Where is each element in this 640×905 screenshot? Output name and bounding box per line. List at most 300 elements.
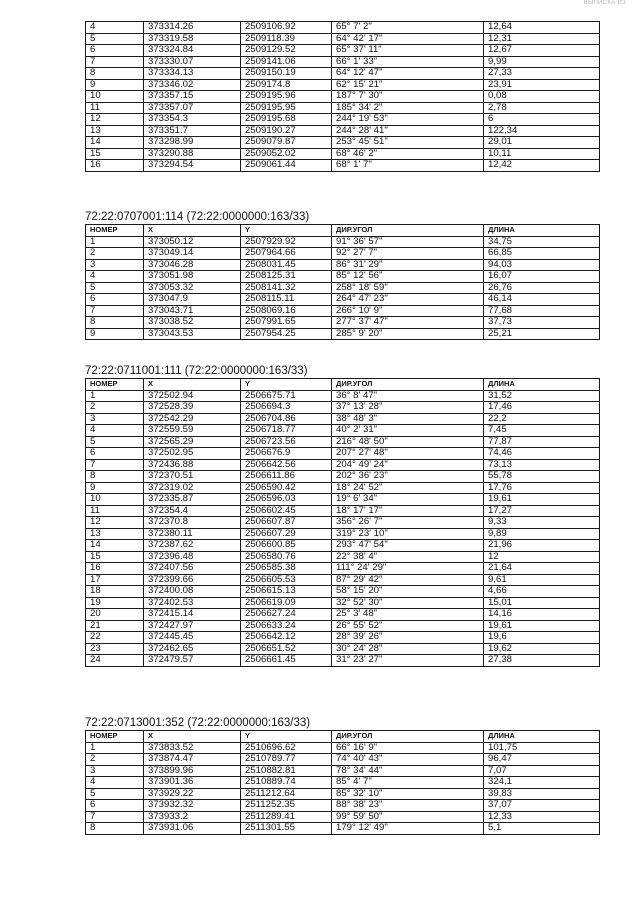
table-row xyxy=(86,102,600,114)
column-header: НОМЕР xyxy=(86,225,144,237)
table-cell: 17 xyxy=(86,574,144,586)
table-cell: 7,45 xyxy=(484,425,600,437)
table-row xyxy=(86,517,600,529)
table-cell: 2509052.02 xyxy=(241,148,332,160)
table-cell: 2507954.25 xyxy=(241,328,332,340)
table-cell: 78° 34' 44" xyxy=(332,765,484,777)
parcel-caption: 72:22:0707001:114 (72:22:0000000:163/33) xyxy=(85,211,310,223)
table-cell: 101,75 xyxy=(484,742,600,754)
table-cell: 77,68 xyxy=(484,305,600,317)
table-cell: 2506619.09 xyxy=(241,597,332,609)
table-cell: 372399.66 xyxy=(144,574,241,586)
table-row xyxy=(86,45,600,57)
table-cell: 2510889.74 xyxy=(241,777,332,789)
column-header: X xyxy=(144,225,241,237)
table-cell: 12,42 xyxy=(484,160,600,172)
table-cell: 187° 7' 30" xyxy=(332,91,484,103)
table-row xyxy=(86,742,600,754)
table-cell: 8 xyxy=(86,68,144,80)
table-cell: 372370.8 xyxy=(144,517,241,529)
table-cell: 319° 23' 10" xyxy=(332,528,484,540)
table-row xyxy=(86,482,600,494)
table-cell: 373046.28 xyxy=(144,259,241,271)
table-cell: 17,46 xyxy=(484,402,600,414)
table-row xyxy=(86,236,600,248)
table-cell: 2506596.03 xyxy=(241,494,332,506)
table-cell: 31,52 xyxy=(484,390,600,402)
table-cell: 372380.11 xyxy=(144,528,241,540)
table-cell: 7 xyxy=(86,305,144,317)
table-cell: 22,2 xyxy=(484,413,600,425)
table-cell: 88° 38' 23" xyxy=(332,800,484,812)
table-row xyxy=(86,160,600,172)
table-cell: 372415.14 xyxy=(144,609,241,621)
table-cell: 2506590.42 xyxy=(241,482,332,494)
table-row xyxy=(86,248,600,260)
table-cell: 2506585.38 xyxy=(241,563,332,575)
table-cell: 204° 49' 24" xyxy=(332,459,484,471)
table-row xyxy=(86,620,600,632)
table-cell: 2507964.66 xyxy=(241,248,332,260)
coordinates-table xyxy=(85,730,600,835)
table-cell: 373351.7 xyxy=(144,125,241,137)
table-cell: 207° 27' 48" xyxy=(332,448,484,460)
table-cell: 3 xyxy=(86,259,144,271)
table-cell: 9 xyxy=(86,79,144,91)
table-cell: 2506633.24 xyxy=(241,620,332,632)
table-cell: 373357.15 xyxy=(144,91,241,103)
table-cell: 12,67 xyxy=(484,45,600,57)
table-row xyxy=(86,505,600,517)
table-cell: 66,85 xyxy=(484,248,600,260)
table-row xyxy=(86,597,600,609)
table-cell: 62° 15' 21" xyxy=(332,79,484,91)
table-cell: 373047.9 xyxy=(144,294,241,306)
table-row xyxy=(86,22,600,34)
table-row xyxy=(86,643,600,655)
column-header: X xyxy=(144,731,241,743)
table-row xyxy=(86,765,600,777)
table-cell: 2 xyxy=(86,248,144,260)
table-cell: 2506580.76 xyxy=(241,551,332,563)
table-cell: 58° 15' 20" xyxy=(332,586,484,598)
table-row xyxy=(86,811,600,823)
table-cell: 3 xyxy=(86,413,144,425)
table-cell: 19,6 xyxy=(484,632,600,644)
table-cell: 68° 1' 7" xyxy=(332,160,484,172)
table-cell: 34,75 xyxy=(484,236,600,248)
table-cell: 373833.52 xyxy=(144,742,241,754)
table-cell: 1 xyxy=(86,742,144,754)
table-cell: 10,11 xyxy=(484,148,600,160)
table-cell: 23,91 xyxy=(484,79,600,91)
table-cell: 19° 6' 34" xyxy=(332,494,484,506)
table-cell: 372436.88 xyxy=(144,459,241,471)
table-row xyxy=(86,528,600,540)
table-cell: 10 xyxy=(86,494,144,506)
column-header: ДЛИНА xyxy=(484,731,600,743)
table-cell: 32° 52' 30" xyxy=(332,597,484,609)
table-cell: 216° 48' 50" xyxy=(332,436,484,448)
table-cell: 36° 8' 47" xyxy=(332,390,484,402)
parcel-caption: 72:22:0711001:111 (72:22:0000000:163/33) xyxy=(85,365,308,377)
table-cell: 277° 37' 47" xyxy=(332,317,484,329)
table-cell: 2506605.53 xyxy=(241,574,332,586)
column-header: Y xyxy=(241,379,332,391)
table-cell: 39,83 xyxy=(484,788,600,800)
table-row xyxy=(86,294,600,306)
table-cell: 2507991.65 xyxy=(241,317,332,329)
table-cell: 2 xyxy=(86,754,144,766)
table-cell: 8 xyxy=(86,823,144,835)
table-cell: 264° 47' 23" xyxy=(332,294,484,306)
table-cell: 7,07 xyxy=(484,765,600,777)
table-cell: 7 xyxy=(86,811,144,823)
table-row xyxy=(86,91,600,103)
table-cell: 10 xyxy=(86,91,144,103)
table-cell: 372370.51 xyxy=(144,471,241,483)
table-cell: 2506723.56 xyxy=(241,436,332,448)
table-row xyxy=(86,655,600,667)
table-cell: 66° 1' 33" xyxy=(332,56,484,68)
column-header: НОМЕР xyxy=(86,731,144,743)
table-cell: 372445.45 xyxy=(144,632,241,644)
table-row xyxy=(86,425,600,437)
table-cell: 2511289.41 xyxy=(241,811,332,823)
table-cell: 372502.94 xyxy=(144,390,241,402)
table-cell: 20 xyxy=(86,609,144,621)
table-cell: 64° 42' 17" xyxy=(332,33,484,45)
table-cell: 372565.29 xyxy=(144,436,241,448)
table-cell: 11 xyxy=(86,505,144,517)
table-cell: 65° 7' 2" xyxy=(332,22,484,34)
table-cell: 2506627.24 xyxy=(241,609,332,621)
table-row xyxy=(86,448,600,460)
table-row xyxy=(86,79,600,91)
column-header: ДИР.УГОЛ xyxy=(332,225,484,237)
table-cell: 94,03 xyxy=(484,259,600,271)
table-cell: 64° 12' 47" xyxy=(332,68,484,80)
table-cell: 37° 13' 28" xyxy=(332,402,484,414)
table-cell: 2506607.29 xyxy=(241,528,332,540)
table-cell: 5 xyxy=(86,282,144,294)
table-cell: 293° 47' 54" xyxy=(332,540,484,552)
table-cell: 2510789.77 xyxy=(241,754,332,766)
table-cell: 6 xyxy=(86,294,144,306)
table-cell: 179° 12' 49" xyxy=(332,823,484,835)
table-cell: 2510696.62 xyxy=(241,742,332,754)
column-header: ДИР.УГОЛ xyxy=(332,731,484,743)
table-cell: 9,89 xyxy=(484,528,600,540)
table-cell: 12,31 xyxy=(484,33,600,45)
table-row xyxy=(86,471,600,483)
table-cell: 2506651.52 xyxy=(241,643,332,655)
table-cell: 373929.22 xyxy=(144,788,241,800)
table-cell: 18 xyxy=(86,586,144,598)
table-cell: 2509150.19 xyxy=(241,68,332,80)
table-cell: 8 xyxy=(86,471,144,483)
table-cell: 2508115.11 xyxy=(241,294,332,306)
table-cell: 2509190.27 xyxy=(241,125,332,137)
table-cell: 2509174.8 xyxy=(241,79,332,91)
table-cell: 372402.53 xyxy=(144,597,241,609)
table-cell: 372335.87 xyxy=(144,494,241,506)
table-cell: 2509106.92 xyxy=(241,22,332,34)
table-cell: 2509195.96 xyxy=(241,91,332,103)
table-cell: 2506611.86 xyxy=(241,471,332,483)
table-cell: 2506676.9 xyxy=(241,448,332,460)
coordinates-table-block-2 xyxy=(85,210,599,340)
table-row xyxy=(86,33,600,45)
table-cell: 2509061.44 xyxy=(241,160,332,172)
table-cell: 2508125.31 xyxy=(241,271,332,283)
table-cell: 2506694.3 xyxy=(241,402,332,414)
coordinates-table xyxy=(85,224,600,340)
table-row xyxy=(86,317,600,329)
table-cell: 372396.48 xyxy=(144,551,241,563)
table-cell: 373346.02 xyxy=(144,79,241,91)
table-cell: 2510882.81 xyxy=(241,765,332,777)
table-cell: 3 xyxy=(86,765,144,777)
table-cell: 9 xyxy=(86,482,144,494)
table-row xyxy=(86,754,600,766)
table-row xyxy=(86,125,600,137)
table-cell: 13 xyxy=(86,528,144,540)
table-cell: 16,07 xyxy=(484,271,600,283)
column-header: X xyxy=(144,379,241,391)
table-cell: 21 xyxy=(86,620,144,632)
table-row xyxy=(86,494,600,506)
column-header: ДИР.УГОЛ xyxy=(332,379,484,391)
table-cell: 4 xyxy=(86,271,144,283)
table-cell: 372479.57 xyxy=(144,655,241,667)
table-cell: 373932.32 xyxy=(144,800,241,812)
table-row xyxy=(86,328,600,340)
table-cell: 373933.2 xyxy=(144,811,241,823)
table-cell: 1 xyxy=(86,390,144,402)
table-row xyxy=(86,609,600,621)
table-cell: 4 xyxy=(86,777,144,789)
table-cell: 185° 34' 2" xyxy=(332,102,484,114)
table-row xyxy=(86,436,600,448)
column-header: ДЛИНА xyxy=(484,225,600,237)
table-cell: 373874.47 xyxy=(144,754,241,766)
page-header: ВЫПИСКА ИЗ xyxy=(583,0,626,6)
table-row xyxy=(86,148,600,160)
table-cell: 86° 31' 29" xyxy=(332,259,484,271)
table-cell: 9,61 xyxy=(484,574,600,586)
table-row xyxy=(86,68,600,80)
table-cell: 46,14 xyxy=(484,294,600,306)
table-cell: 23 xyxy=(86,643,144,655)
table-row xyxy=(86,305,600,317)
coordinates-table-block-1 xyxy=(85,21,599,172)
table-cell: 373330.07 xyxy=(144,56,241,68)
table-cell: 12,33 xyxy=(484,811,600,823)
table-row xyxy=(86,586,600,598)
table-cell: 372559.59 xyxy=(144,425,241,437)
column-header: Y xyxy=(241,225,332,237)
table-row xyxy=(86,540,600,552)
table-cell: 66° 16' 9" xyxy=(332,742,484,754)
table-cell: 373043.53 xyxy=(144,328,241,340)
table-cell: 2509079.87 xyxy=(241,137,332,149)
table-cell: 373931.06 xyxy=(144,823,241,835)
table-cell: 373294.54 xyxy=(144,160,241,172)
table-cell: 2508141.32 xyxy=(241,282,332,294)
table-cell: 91° 36' 57" xyxy=(332,236,484,248)
table-cell: 17,76 xyxy=(484,482,600,494)
table-cell: 96,47 xyxy=(484,754,600,766)
table-cell: 373354.3 xyxy=(144,114,241,126)
table-cell: 21,64 xyxy=(484,563,600,575)
table-cell: 30° 24' 28" xyxy=(332,643,484,655)
table-cell: 4,66 xyxy=(484,586,600,598)
table-cell: 9,99 xyxy=(484,56,600,68)
table-cell: 19,62 xyxy=(484,643,600,655)
table-cell: 2506675.71 xyxy=(241,390,332,402)
table-cell: 25,21 xyxy=(484,328,600,340)
table-row xyxy=(86,402,600,414)
table-cell: 27,38 xyxy=(484,655,600,667)
table-cell: 26° 55' 52" xyxy=(332,620,484,632)
table-cell: 22 xyxy=(86,632,144,644)
table-cell: 5,1 xyxy=(484,823,600,835)
table-row xyxy=(86,632,600,644)
table-cell: 5 xyxy=(86,788,144,800)
table-cell: 13 xyxy=(86,125,144,137)
table-row xyxy=(86,574,600,586)
table-row xyxy=(86,56,600,68)
table-header-row xyxy=(86,379,600,391)
table-cell: 2506600.85 xyxy=(241,540,332,552)
table-cell: 2508069.16 xyxy=(241,305,332,317)
table-row xyxy=(86,271,600,283)
table-cell: 87° 29' 42" xyxy=(332,574,484,586)
table-cell: 324,1 xyxy=(484,777,600,789)
table-cell: 27,33 xyxy=(484,68,600,80)
table-cell: 2511301.55 xyxy=(241,823,332,835)
table-cell: 85° 32' 10" xyxy=(332,788,484,800)
table-cell: 29,01 xyxy=(484,137,600,149)
table-cell: 65° 37' 11" xyxy=(332,45,484,57)
table-cell: 122,34 xyxy=(484,125,600,137)
table-cell: 253° 45' 51" xyxy=(332,137,484,149)
table-cell: 373901.36 xyxy=(144,777,241,789)
table-cell: 285° 9' 20" xyxy=(332,328,484,340)
table-cell: 55,78 xyxy=(484,471,600,483)
table-cell: 7 xyxy=(86,56,144,68)
table-row xyxy=(86,459,600,471)
table-cell: 266° 10' 9" xyxy=(332,305,484,317)
table-row xyxy=(86,788,600,800)
table-cell: 15 xyxy=(86,148,144,160)
table-cell: 2506615.13 xyxy=(241,586,332,598)
table-cell: 12,64 xyxy=(484,22,600,34)
table-cell: 18° 17' 17" xyxy=(332,505,484,517)
coordinates-table xyxy=(85,21,600,172)
table-cell: 0,08 xyxy=(484,91,600,103)
table-cell: 99° 59' 50" xyxy=(332,811,484,823)
table-row xyxy=(86,800,600,812)
table-row xyxy=(86,413,600,425)
table-cell: 2511212.64 xyxy=(241,788,332,800)
table-cell: 19,61 xyxy=(484,494,600,506)
table-cell: 373053.32 xyxy=(144,282,241,294)
table-cell: 26,76 xyxy=(484,282,600,294)
table-cell: 373043.71 xyxy=(144,305,241,317)
table-cell: 373038.52 xyxy=(144,317,241,329)
table-cell: 4 xyxy=(86,22,144,34)
table-cell: 74,46 xyxy=(484,448,600,460)
table-cell: 37,07 xyxy=(484,800,600,812)
table-cell: 2506602.45 xyxy=(241,505,332,517)
coordinates-table-block-3 xyxy=(85,364,599,667)
table-cell: 372354.4 xyxy=(144,505,241,517)
table-cell: 5 xyxy=(86,436,144,448)
table-cell: 356° 26' 7" xyxy=(332,517,484,529)
table-row xyxy=(86,137,600,149)
table-cell: 2509195.95 xyxy=(241,102,332,114)
table-cell: 8 xyxy=(86,317,144,329)
table-cell: 202° 36' 23" xyxy=(332,471,484,483)
table-cell: 373314.26 xyxy=(144,22,241,34)
table-cell: 111° 24' 29" xyxy=(332,563,484,575)
table-cell: 372542.29 xyxy=(144,413,241,425)
table-cell: 373051.98 xyxy=(144,271,241,283)
parcel-caption: 72:22:0713001:352 (72:22:0000000:163/33) xyxy=(85,717,311,729)
table-cell: 11 xyxy=(86,102,144,114)
table-cell: 2506607.87 xyxy=(241,517,332,529)
table-cell: 73,13 xyxy=(484,459,600,471)
table-cell: 2509118.39 xyxy=(241,33,332,45)
table-cell: 2506718.77 xyxy=(241,425,332,437)
table-row xyxy=(86,563,600,575)
table-cell: 24 xyxy=(86,655,144,667)
table-cell: 15 xyxy=(86,551,144,563)
table-cell: 40° 2' 31" xyxy=(332,425,484,437)
table-row xyxy=(86,282,600,294)
table-cell: 92° 27' 7" xyxy=(332,248,484,260)
table-cell: 68° 46' 2" xyxy=(332,148,484,160)
table-header-row xyxy=(86,731,600,743)
table-cell: 9 xyxy=(86,328,144,340)
table-cell: 7 xyxy=(86,459,144,471)
table-cell: 2507929.92 xyxy=(241,236,332,248)
table-row xyxy=(86,551,600,563)
table-cell: 6 xyxy=(86,45,144,57)
table-cell: 2 xyxy=(86,402,144,414)
table-cell: 2506642.56 xyxy=(241,459,332,471)
table-cell: 2509141.06 xyxy=(241,56,332,68)
table-cell: 373899.96 xyxy=(144,765,241,777)
table-cell: 37,73 xyxy=(484,317,600,329)
table-cell: 25° 3' 48" xyxy=(332,609,484,621)
table-cell: 373319.58 xyxy=(144,33,241,45)
table-cell: 31° 23' 27" xyxy=(332,655,484,667)
table-cell: 258° 18' 59" xyxy=(332,282,484,294)
table-cell: 372407.56 xyxy=(144,563,241,575)
table-cell: 2511252.35 xyxy=(241,800,332,812)
table-cell: 5 xyxy=(86,33,144,45)
table-cell: 14 xyxy=(86,540,144,552)
table-row xyxy=(86,259,600,271)
table-cell: 85° 12' 56" xyxy=(332,271,484,283)
table-cell: 28° 39' 26" xyxy=(332,632,484,644)
table-cell: 14,16 xyxy=(484,609,600,621)
table-cell: 6 xyxy=(86,448,144,460)
table-cell: 1 xyxy=(86,236,144,248)
